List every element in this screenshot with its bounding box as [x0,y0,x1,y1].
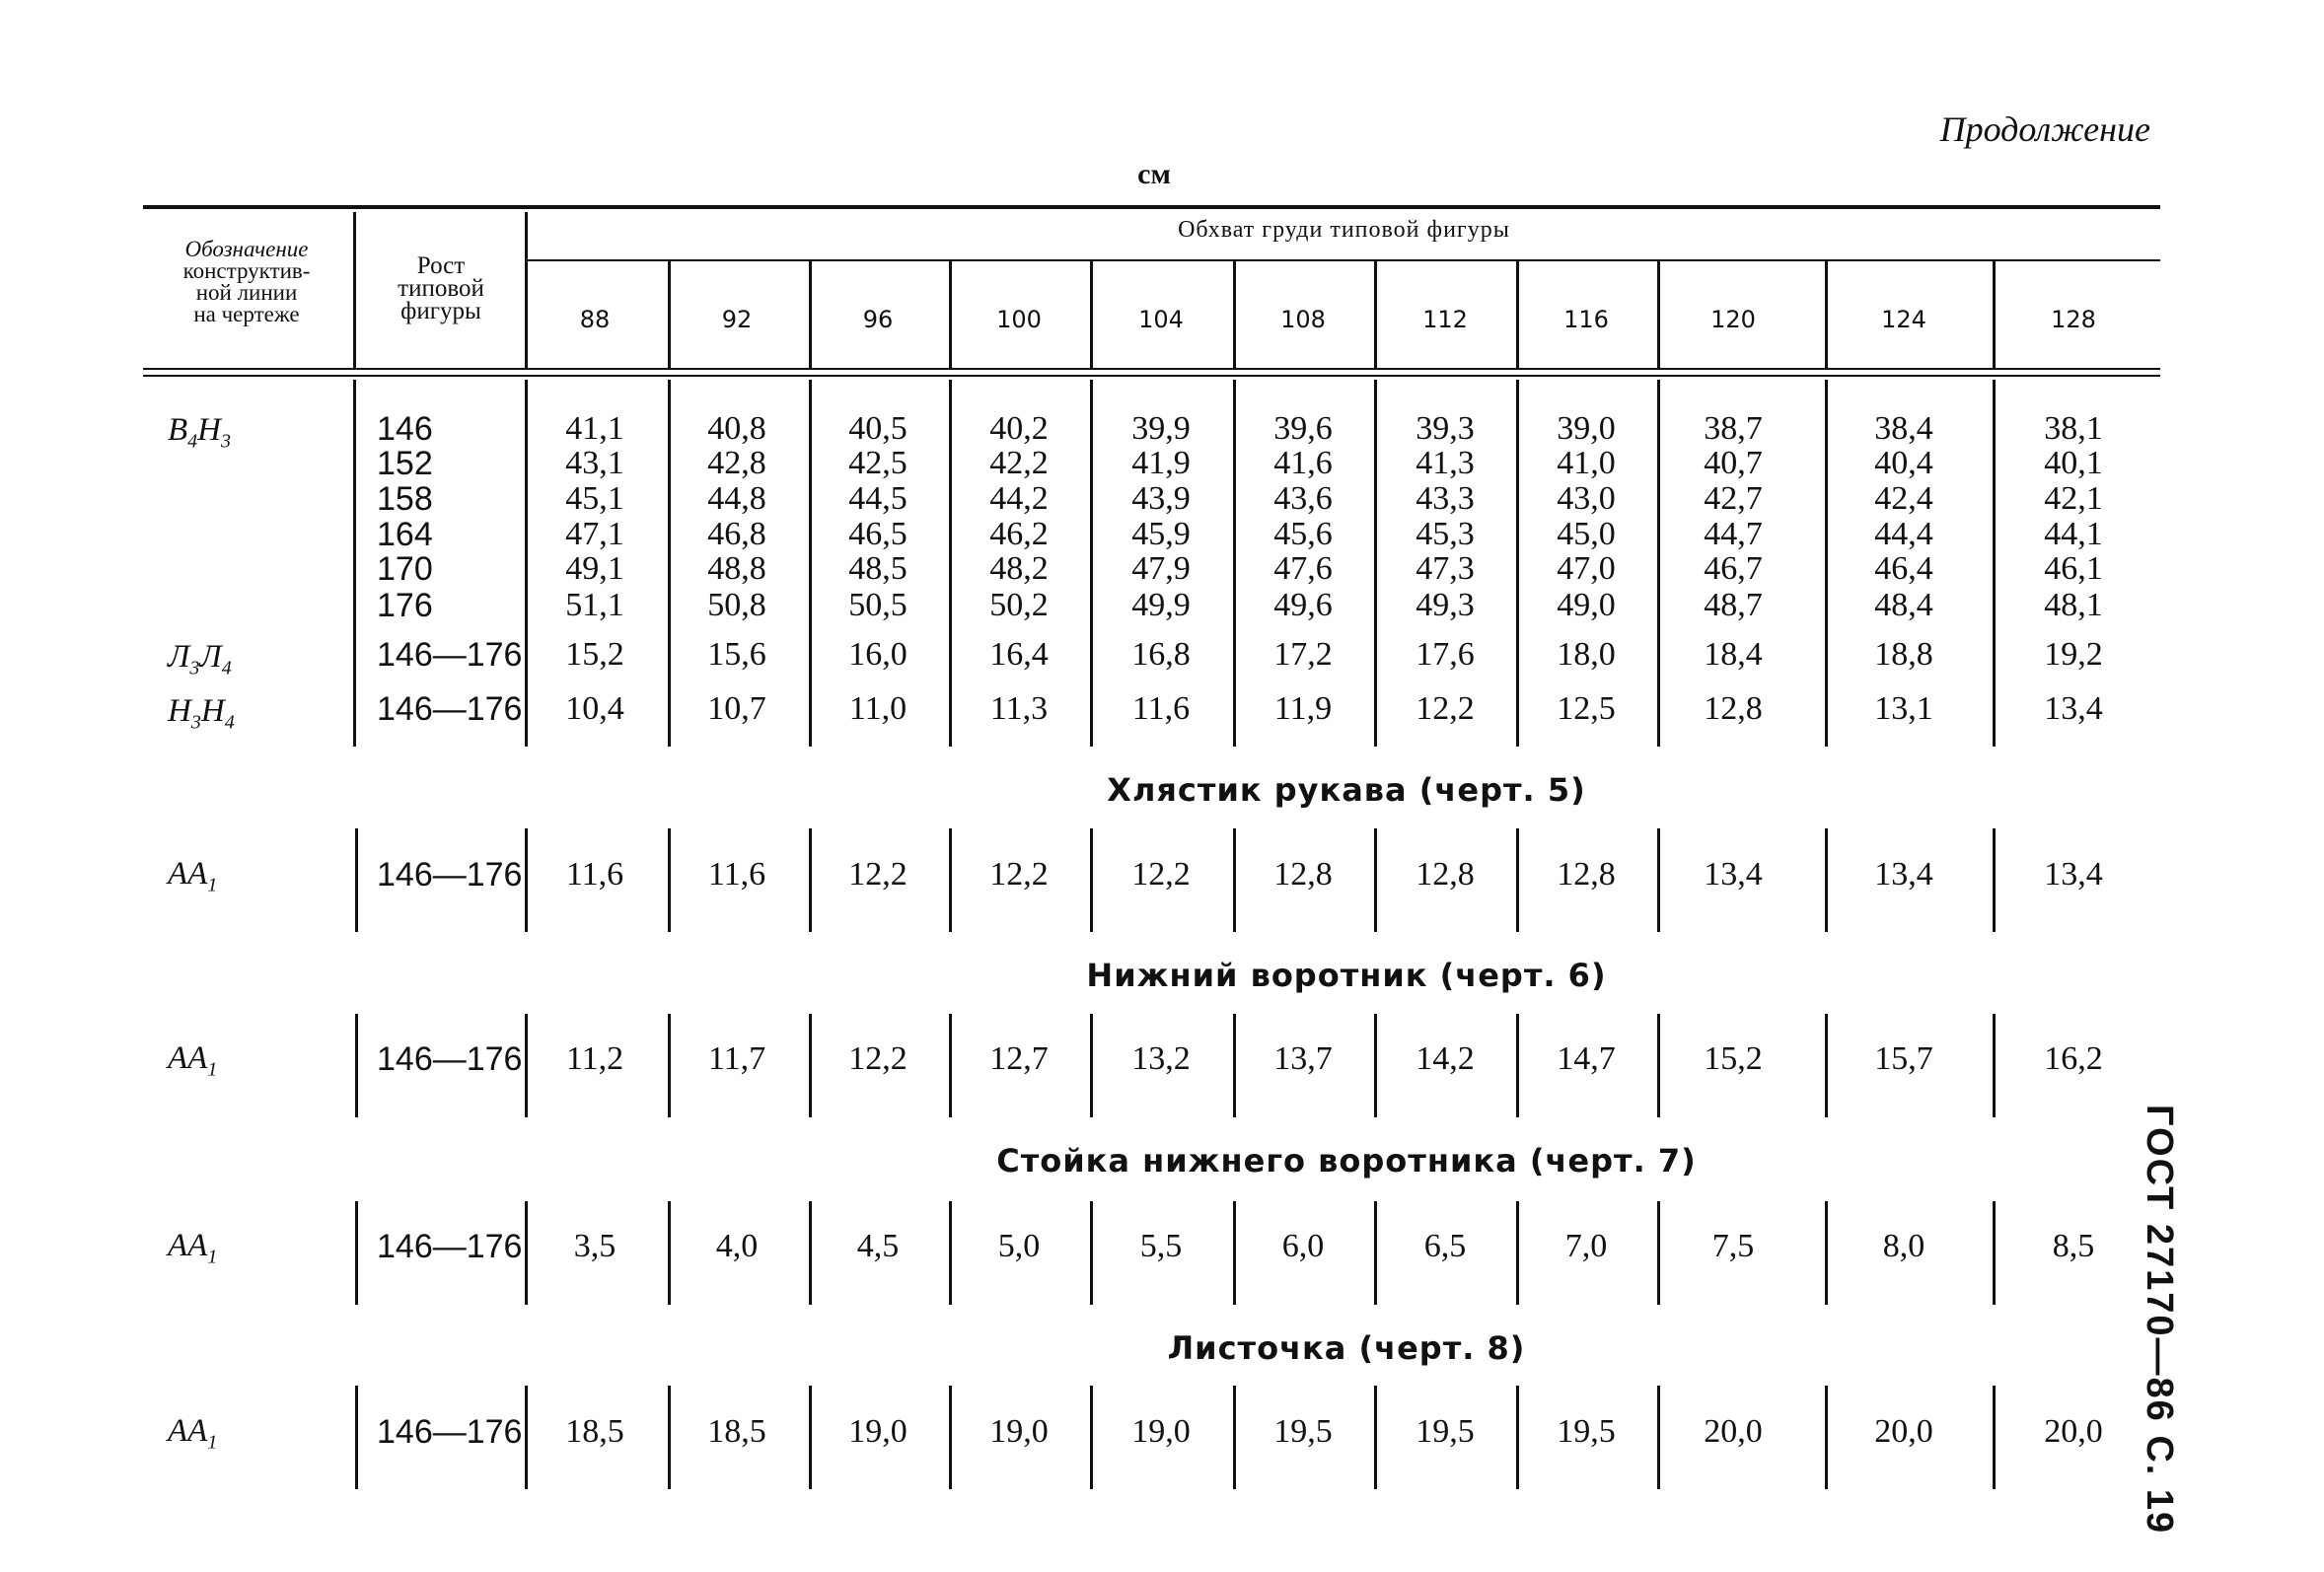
header-divider [1374,261,1377,368]
height-cell: 164 [377,516,433,553]
height-cell: 146—176 [377,1228,523,1265]
section-divider [668,1201,671,1305]
body-divider [1233,380,1236,747]
height-header-line: Рост [416,252,466,279]
body-divider [1657,380,1660,747]
value-cell: 12,2 [848,1040,908,1077]
value-cell: 17,2 [1273,636,1333,673]
section-title: Листочка (черт. 8) [1167,1329,1526,1367]
unit-label: см [1137,158,1171,190]
value-cell: 12,5 [1557,690,1616,727]
value-cell: 51,1 [565,587,624,623]
value-cell: 44,7 [1704,516,1763,552]
value-cell: 12,8 [1557,856,1616,893]
value-cell: 4,0 [715,1228,759,1264]
section-divider [949,1014,952,1117]
value-cell: 19,2 [2044,636,2103,673]
value-cell: 39,6 [1273,410,1333,447]
value-cell: 46,1 [2044,550,2103,587]
section-divider [355,1014,358,1117]
designation-header-line: Обозначение [184,237,309,261]
value-cell: 44,8 [707,480,766,517]
header-bottom-rule-1 [143,368,2160,370]
value-cell: 49,3 [1416,587,1475,623]
line-label-h3h4 [168,693,335,735]
section-divider [1090,828,1093,932]
section-divider [809,828,812,932]
section-divider [1657,828,1660,932]
section-divider [1233,1014,1236,1117]
value-cell: 15,2 [1704,1040,1763,1077]
body-divider [1090,380,1093,747]
chest-size-cell: 92 [721,306,753,333]
value-cell: 12,2 [848,856,908,893]
value-cell: 46,7 [1704,550,1763,587]
section-divider [1657,1201,1660,1305]
value-cell: 19,0 [1131,1413,1191,1450]
label-letter: Л [168,639,190,675]
continuation-label: Продолжение [1939,109,2150,149]
value-cell: 13,1 [1874,690,1933,727]
section-divider [668,1386,671,1489]
label-letter: В [168,412,188,448]
value-cell: 48,4 [1874,587,1933,623]
value-cell: 18,8 [1874,636,1933,673]
label-letter: Л [199,639,222,675]
value-cell: 42,7 [1704,480,1763,517]
header-divider [1993,261,1996,368]
value-cell: 45,0 [1557,516,1616,552]
section-divider [1090,1386,1093,1489]
section-divider [525,1201,528,1305]
value-cell: 11,6 [707,856,766,893]
value-cell: 6,5 [1423,1228,1467,1264]
value-cell: 40,2 [989,410,1049,447]
value-cell: 43,9 [1131,480,1191,517]
value-cell: 43,0 [1557,480,1616,517]
value-cell: 47,1 [565,516,624,552]
value-cell: 49,6 [1273,587,1333,623]
value-cell: 6,0 [1281,1228,1325,1264]
height-cell: 146—176 [377,856,523,893]
chest-size-cell: 120 [1710,306,1756,333]
header-divider [949,261,952,368]
line-label-aa1 [168,856,335,897]
value-cell: 39,9 [1131,410,1191,447]
value-cell: 11,2 [565,1040,624,1077]
value-cell: 45,6 [1273,516,1333,552]
value-cell: 49,0 [1557,587,1616,623]
value-cell: 44,4 [1874,516,1933,552]
value-cell: 47,6 [1273,550,1333,587]
chest-girth-header: Обхват груди типовой фигуры [1178,217,1510,243]
value-cell: 42,8 [707,445,766,481]
height-cell: 176 [377,587,433,624]
body-divider [525,380,528,747]
value-cell: 13,7 [1273,1040,1333,1077]
value-cell: 40,4 [1874,445,1933,481]
value-cell: 12,8 [1416,856,1475,893]
body-divider [1825,380,1828,747]
value-cell: 16,8 [1131,636,1191,673]
section-title: Стойка нижнего воротника (черт. 7) [996,1142,1697,1179]
value-cell: 18,5 [565,1413,624,1450]
value-cell: 49,1 [565,550,624,587]
section-divider [1374,828,1377,932]
label-letter: Н [197,412,222,448]
value-cell: 45,1 [565,480,624,517]
value-cell: 44,1 [2044,516,2103,552]
value-cell: 47,9 [1131,550,1191,587]
chest-size-cell: 116 [1563,306,1609,333]
value-cell: 16,0 [848,636,908,673]
chest-header-rule [528,259,2160,261]
value-cell: 47,3 [1416,550,1475,587]
value-cell: 20,0 [1874,1413,1933,1450]
section-divider [1233,1386,1236,1489]
value-cell: 39,3 [1416,410,1475,447]
line-label-aa1 [168,1413,335,1455]
value-cell: 48,5 [848,550,908,587]
section-divider [1657,1014,1660,1117]
body-divider [353,380,356,747]
value-cell: 39,0 [1557,410,1616,447]
line-label-b4h3 [168,412,335,454]
value-cell: 16,4 [989,636,1049,673]
line-label-aa1 [168,1040,335,1082]
value-cell: 15,6 [707,636,766,673]
header-divider [668,261,671,368]
value-cell: 41,0 [1557,445,1616,481]
value-cell: 40,8 [707,410,766,447]
label-subscript: 1 [207,1431,218,1454]
header-divider [1825,261,1828,368]
value-cell: 42,2 [989,445,1049,481]
value-cell: 48,8 [707,550,766,587]
value-cell: 18,0 [1557,636,1616,673]
value-cell: 40,1 [2044,445,2103,481]
value-cell: 38,1 [2044,410,2103,447]
value-cell: 19,5 [1557,1413,1616,1450]
header-divider [525,212,528,370]
chest-size-cell: 104 [1138,306,1184,333]
header-divider [353,212,356,370]
height-header [357,254,525,322]
chest-size-cell: 124 [1881,306,1926,333]
section-divider [809,1014,812,1117]
header-divider [1233,261,1236,368]
value-cell: 48,1 [2044,587,2103,623]
value-cell: 44,2 [989,480,1049,517]
value-cell: 8,5 [2052,1228,2095,1264]
value-cell: 19,0 [989,1413,1049,1450]
section-divider [525,828,528,932]
section-divider [809,1386,812,1489]
section-divider [949,1386,952,1489]
value-cell: 20,0 [1704,1413,1763,1450]
label-subscript: 1 [207,874,218,896]
value-cell: 19,5 [1273,1413,1333,1450]
designation-header [148,239,345,325]
section-divider [1233,828,1236,932]
height-cell: 146—176 [377,1040,523,1078]
label-subscript: 4 [187,430,198,453]
section-divider [949,828,952,932]
value-cell: 38,4 [1874,410,1933,447]
height-cell: 170 [377,550,433,588]
designation-header-line: ной линии [195,280,298,305]
value-cell: 3,5 [573,1228,617,1264]
body-divider [1516,380,1519,747]
label-letter: АА [168,1413,208,1449]
value-cell: 12,8 [1273,856,1333,893]
value-cell: 47,0 [1557,550,1616,587]
table-top-rule [143,205,2160,209]
section-divider [1374,1201,1377,1305]
value-cell: 18,4 [1704,636,1763,673]
header-divider [1516,261,1519,368]
section-divider [525,1386,528,1489]
header-divider [809,261,812,368]
label-letter: АА [168,1228,208,1263]
chest-size-cell: 96 [862,306,894,333]
value-cell: 14,2 [1416,1040,1475,1077]
value-cell: 11,0 [848,690,908,727]
value-cell: 50,5 [848,587,908,623]
value-cell: 40,5 [848,410,908,447]
value-cell: 13,4 [1874,856,1933,893]
value-cell: 15,7 [1874,1040,1933,1077]
value-cell: 45,3 [1416,516,1475,552]
value-cell: 13,4 [2044,856,2103,893]
value-cell: 38,7 [1704,410,1763,447]
section-divider [1516,1201,1519,1305]
value-cell: 49,9 [1131,587,1191,623]
section-divider [668,1014,671,1117]
height-header-line: типовой [398,275,484,302]
section-divider [1090,1014,1093,1117]
value-cell: 13,4 [2044,690,2103,727]
section-divider [1993,1386,1996,1489]
designation-header-line: конструктив- [182,258,311,283]
section-divider [1993,1014,1996,1117]
value-cell: 40,7 [1704,445,1763,481]
value-cell: 8,0 [1882,1228,1925,1264]
value-cell: 5,0 [997,1228,1041,1264]
value-cell: 5,5 [1139,1228,1183,1264]
section-divider [1825,1386,1828,1489]
value-cell: 12,7 [989,1040,1049,1077]
label-letter: АА [168,856,208,892]
body-divider [1993,380,1996,747]
body-divider [949,380,952,747]
value-cell: 43,1 [565,445,624,481]
height-cell: 158 [377,480,433,518]
document-code: ГОСТ 27170—86 С. 19 [2139,1105,2180,1536]
section-divider [1993,828,1996,932]
label-subscript: 1 [207,1058,218,1081]
value-cell: 41,3 [1416,445,1475,481]
section-divider [1825,1201,1828,1305]
body-divider [809,380,812,747]
value-cell: 50,8 [707,587,766,623]
value-cell: 16,2 [2044,1040,2103,1077]
height-cell: 146—176 [377,690,523,728]
line-label-aa1 [168,1228,335,1269]
value-cell: 48,7 [1704,587,1763,623]
chest-size-cell: 112 [1422,306,1468,333]
value-cell: 10,7 [707,690,766,727]
value-cell: 41,1 [565,410,624,447]
line-label-l3l4 [168,639,335,680]
value-cell: 15,2 [565,636,624,673]
chest-size-cell: 108 [1280,306,1326,333]
section-divider [1825,1014,1828,1117]
value-cell: 48,2 [989,550,1049,587]
value-cell: 41,6 [1273,445,1333,481]
label-subscript: 3 [221,430,232,453]
chest-size-cell: 128 [2051,306,2096,333]
value-cell: 45,9 [1131,516,1191,552]
section-divider [1516,1386,1519,1489]
section-divider [1516,828,1519,932]
label-letter: АА [168,1040,208,1076]
height-cell: 146—176 [377,636,523,674]
section-divider [355,1386,358,1489]
value-cell: 7,0 [1564,1228,1608,1264]
value-cell: 11,7 [707,1040,766,1077]
section-divider [668,828,671,932]
height-cell: 146 [377,410,433,448]
chest-size-cell: 100 [996,306,1042,333]
section-divider [1825,828,1828,932]
value-cell: 44,5 [848,480,908,517]
value-cell: 10,4 [565,690,624,727]
value-cell: 11,3 [989,690,1049,727]
section-divider [1233,1201,1236,1305]
value-cell: 20,0 [2044,1413,2103,1450]
header-divider [1090,261,1093,368]
value-cell: 46,5 [848,516,908,552]
chest-size-cell: 88 [579,306,611,333]
label-letter: Н [168,693,191,729]
section-divider [1516,1014,1519,1117]
section-divider [1374,1014,1377,1117]
label-subscript: 4 [224,711,235,734]
value-cell: 18,5 [707,1413,766,1450]
body-divider [1374,380,1377,747]
section-title: Нижний воротник (черт. 6) [1086,957,1607,994]
value-cell: 12,2 [989,856,1049,893]
value-cell: 7,5 [1711,1228,1755,1264]
label-letter: Н [200,693,225,729]
header-bottom-rule-2 [143,375,2160,377]
section-divider [355,1201,358,1305]
value-cell: 11,6 [1131,690,1191,727]
label-subscript: 3 [190,711,201,734]
value-cell: 42,1 [2044,480,2103,517]
label-subscript: 4 [221,657,232,679]
value-cell: 17,6 [1416,636,1475,673]
value-cell: 50,2 [989,587,1049,623]
value-cell: 13,2 [1131,1040,1191,1077]
value-cell: 43,6 [1273,480,1333,517]
value-cell: 42,4 [1874,480,1933,517]
designation-header-line: на чертеже [193,302,300,326]
value-cell: 12,2 [1416,690,1475,727]
value-cell: 41,9 [1131,445,1191,481]
body-divider [668,380,671,747]
label-subscript: 1 [207,1246,218,1268]
value-cell: 13,4 [1704,856,1763,893]
value-cell: 19,5 [1416,1413,1475,1450]
value-cell: 11,6 [565,856,624,893]
section-divider [525,1014,528,1117]
height-cell: 146—176 [377,1413,523,1451]
value-cell: 43,3 [1416,480,1475,517]
section-divider [809,1201,812,1305]
section-divider [949,1201,952,1305]
value-cell: 19,0 [848,1413,908,1450]
section-divider [1657,1386,1660,1489]
value-cell: 46,8 [707,516,766,552]
height-header-line: фигуры [400,298,481,324]
value-cell: 4,5 [856,1228,900,1264]
value-cell: 11,9 [1273,690,1333,727]
value-cell: 12,8 [1704,690,1763,727]
value-cell: 12,2 [1131,856,1191,893]
value-cell: 42,5 [848,445,908,481]
section-divider [355,828,358,932]
section-title: Хлястик рукава (черт. 5) [1107,771,1586,809]
height-cell: 152 [377,445,433,482]
section-divider [1374,1386,1377,1489]
label-subscript: 3 [189,657,200,679]
header-divider [1657,261,1660,368]
value-cell: 46,4 [1874,550,1933,587]
value-cell: 14,7 [1557,1040,1616,1077]
value-cell: 46,2 [989,516,1049,552]
section-divider [1090,1201,1093,1305]
section-divider [1993,1201,1996,1305]
